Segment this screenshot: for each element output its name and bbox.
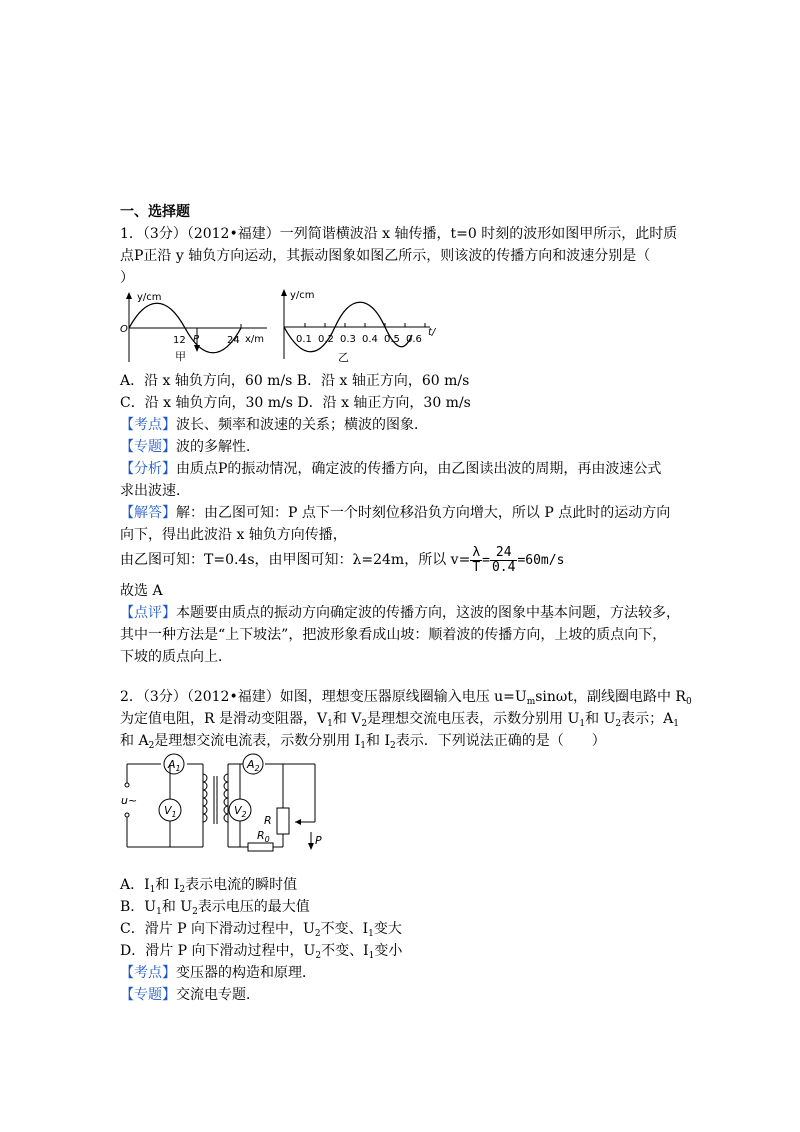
q1-fenxi-line2: 求出波速． [120,483,190,499]
jieda-text-1: 解：由乙图可知：P 点下一个时刻位移沿负方向增大，所以 P 点此时的运动方向 [176,505,671,521]
yi-y-label: y/cm [290,290,315,301]
q1-jieda-line2: 向下，得出此波沿 x 轴负方向传播， [120,527,347,543]
q2-option-d: D．滑片 P 向下滑动过程中，$U_2$不变、$I_1$变小 [120,943,403,961]
yi-tick-4: 0.4 [362,334,378,345]
q1-jieda [120,502,670,524]
source-u-label: u~ [121,794,138,807]
q2-option-a: A．$I_1$和 $I_2$表示电流的瞬时值 [120,877,298,895]
jia-tick-24: 24 [227,335,240,346]
q2-kaodian [120,962,316,984]
fraction-24-over-04: $\frac{24}{0.4}$ [491,544,516,575]
q2-kaodian-tag: 【考点】 [120,965,176,981]
transformer-circuit-diagram [115,752,335,862]
q1-fenxi [120,458,661,480]
resistor-r0-label: $R_0$ [257,829,270,844]
q1-dianping [120,602,680,624]
q2-zhuanti-text: 交流电专题． [176,987,260,1003]
dianping-text-1: 本题要由质点的振动方向确定波的传播方向，这波的图象中基本问题，方法较多， [176,605,680,621]
q2-stem-line2: 为定值电阻，R 是滑动变阻器，$V_1$和 $V_2$是理想交流电压表，示数分别用 $U_1$和 $U_2$表示；$A_1$ [120,711,679,729]
yi-tick-6: 0.6 [406,334,422,345]
jia-point-p: P [193,334,200,345]
slider-p-label: P [315,834,322,847]
q2-kaodian-text: 变压器的构造和原理． [176,965,316,981]
ammeter-a2-label: $A_2$ [247,758,260,773]
yi-tick-2: 0.2 [318,334,334,345]
jia-tick-12: 12 [173,335,186,346]
yi-tick-5: 0.5 [384,334,400,345]
wave-figure-yi [280,287,445,369]
q1-stem-line2: 点P正沿 y 轴负方向运动，其振动图象如图乙所示，则该波的传播方向和波速分别是（ [120,248,651,264]
jia-y-label: y/cm [137,292,162,303]
q2-option-b: B．$U_1$和 $U_2$表示电压的最大值 [120,899,310,917]
q2-stem-line3: 和 $A_2$是理想交流电流表，示数分别用 $I_1$和 $I_2$表示．下列说法正确的是（ ） [120,733,606,751]
jieda-text-3: 由乙图可知：T=0.4s，由甲图可知：λ=24m，所以 v= [120,552,471,568]
zhuanti-text: 波的多解性． [176,439,260,455]
q2-zhuanti [120,984,260,1006]
q1-dianping-line2: 其中一种方法是“上下坡法”，把波形象看成山坡：顺着波的传播方向，上坡的质点向下， [120,627,667,643]
equals-sign: = [482,553,490,568]
voltmeter-v1-label: $V_1$ [164,804,177,819]
q2-zhuanti-tag: 【专题】 [120,987,176,1003]
q2-option-c: C．滑片 P 向下滑动过程中，$U_2$不变、$I_1$变大 [120,921,402,939]
q1-stem-line1: 1．（3分）（2012•福建）一列简谐横波沿 x 轴传播，t=0 时刻的波形如图甲所示，此时质 [120,226,678,242]
fenxi-text-1: 由质点P的振动情况，确定波的传播方向，由乙图读出波的周期，再由波速公式 [176,461,662,477]
yi-t-label: t/ [428,327,436,338]
fenxi-tag: 【分析】 [120,461,176,477]
q1-options-line1: A．沿 x 轴负方向，60 m/s B．沿 x 轴正方向，60 m/s [120,373,470,389]
zhuanti-tag: 【专题】 [120,439,176,455]
q2-stem-line1: 2．（3分）（2012•福建）如图，理想变压器原线圈输入电压 $u=U_m\sin\omega t$，副线圈电路中 $R_0$ [120,689,692,707]
jieda-tag: 【解答】 [120,505,176,521]
q1-zhuanti [120,436,260,458]
voltmeter-v2-label: $V_2$ [234,804,247,819]
kaodian-text: 波长、频率和波速的关系；横波的图象． [176,417,428,433]
velocity-result: =60m/s [517,553,565,568]
jia-origin: O [120,324,128,335]
yi-caption: 乙 [338,351,349,364]
dianping-tag: 【点评】 [120,605,176,621]
q1-options-line2: C．沿 x 轴负方向，30 m/s D．沿 x 轴正方向，30 m/s [120,395,471,411]
q1-kaodian [120,414,428,436]
q1-dianping-line3: 下坡的质点向上． [120,649,232,665]
yi-tick-1: 0.1 [296,334,312,345]
section-title: 一、选择题 [120,204,190,220]
yi-tick-3: 0.3 [340,334,356,345]
resistor-r-label: R [264,814,272,827]
jia-x-label: x/m [245,334,265,345]
kaodian-tag: 【考点】 [120,417,176,433]
wave-figure-jia [117,290,277,370]
jia-caption: 甲 [175,350,186,363]
q1-jieda-formula [120,542,564,579]
ammeter-a1-label: $A_1$ [168,758,181,773]
q1-stem-line3: ） [120,270,134,286]
fraction-lambda-over-t: $\frac{\lambda}{T}$ [472,544,481,575]
q1-answer: 故选 A [120,583,163,599]
